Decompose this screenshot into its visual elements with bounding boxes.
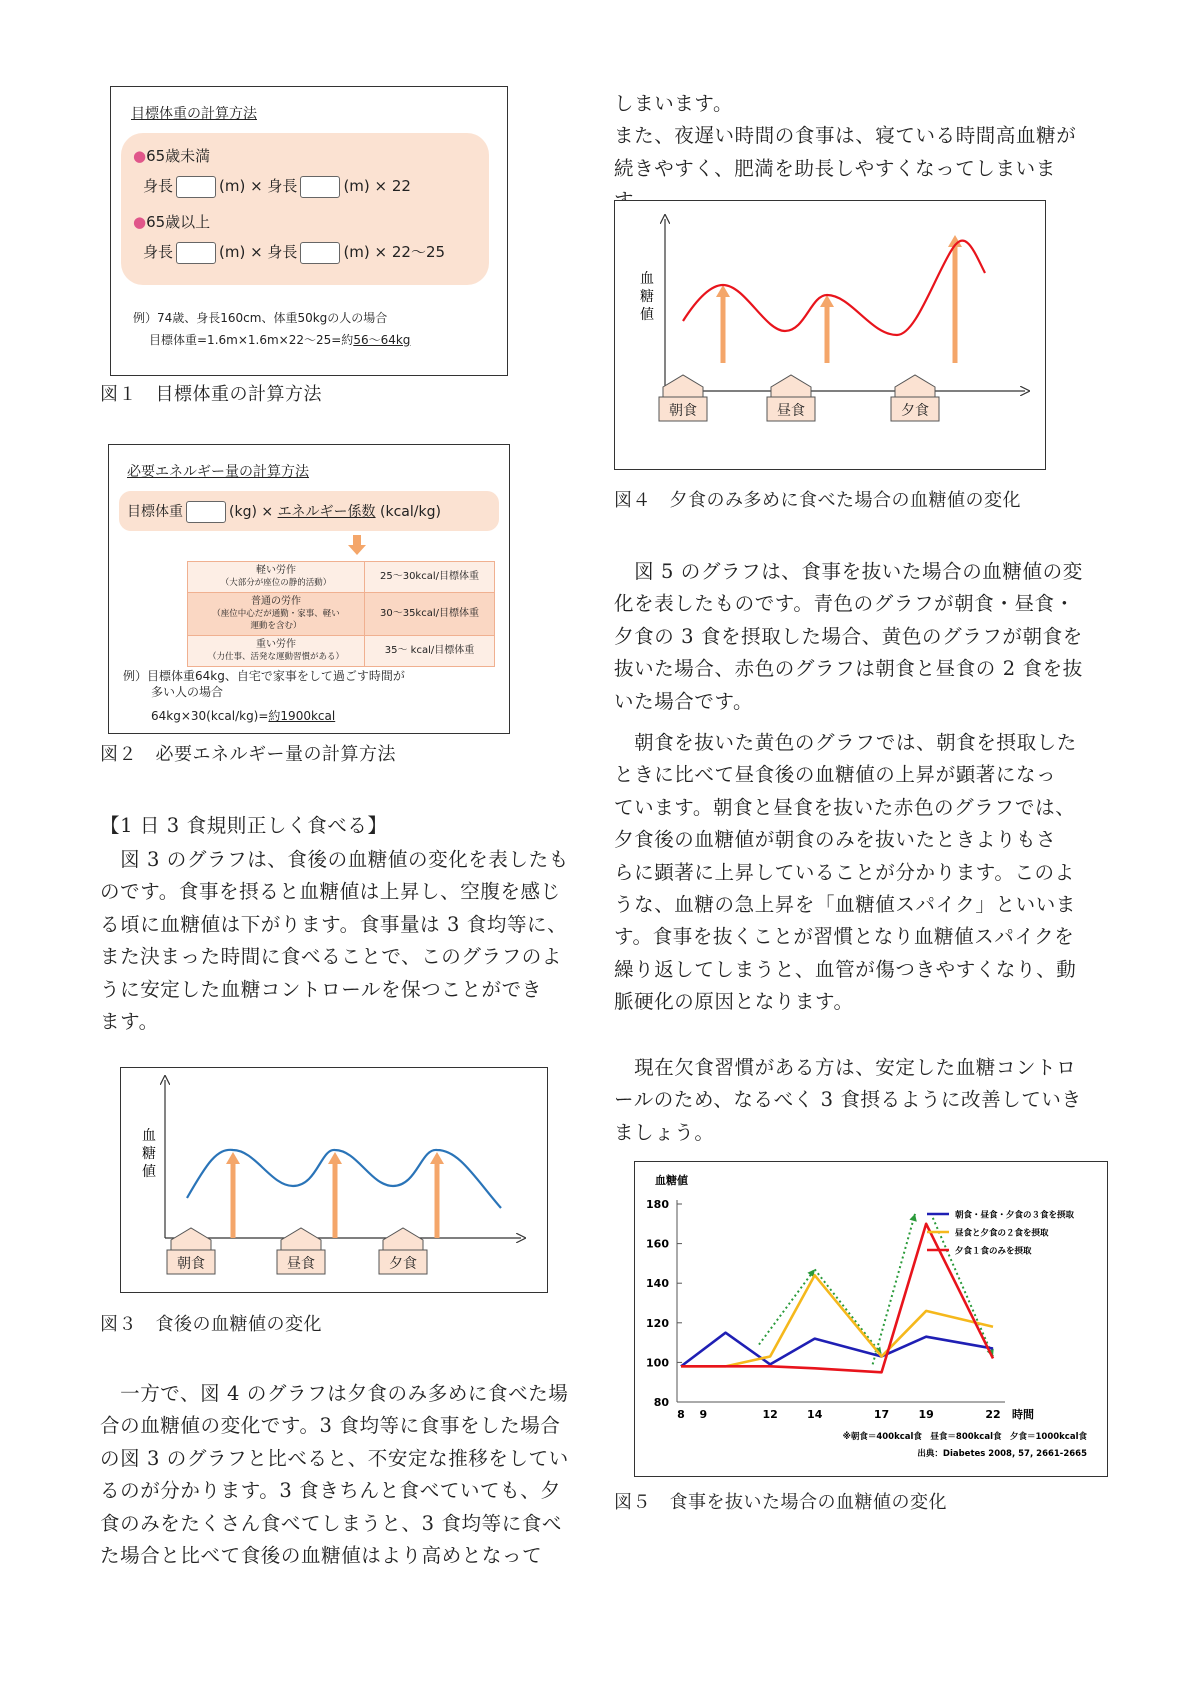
table-row: 普通の労作 （座位中心だが通勤・家事、軽い運動を含む） 30〜35kcal/目標体重 <box>188 593 494 636</box>
fig4-caption: 図４ 夕食のみ多めに食べた場合の血糖値の変化 <box>614 490 1021 511</box>
fig3-y-label: 血糖値 <box>142 1128 156 1180</box>
y-tick-label: 180 <box>646 1198 669 1211</box>
fig5-chart <box>635 1162 1107 1476</box>
height-input-box <box>300 176 340 198</box>
legend-label-2: 昼食と夕食の２食を摂取 <box>955 1228 1049 1239</box>
x-tick-label: 22 <box>985 1408 1001 1421</box>
series-line-1 <box>681 1333 993 1367</box>
meal-label-1 <box>167 1228 215 1274</box>
fig2-example-line3: 64kg×30(kcal/kg)=約1900kcal <box>151 709 336 723</box>
left-paragraph-1: 図 3 のグラフは、食後の血糖値の変化を表したも のです。食事を摂ると血糖値は上昇し、空腹を感じ る頃に血糖値は下がります。食事量は 3 食均等に、 また決まった時間に食べることで、このグラフのよ うに安定した血糖コントロールを保つことができ ます。 <box>100 848 569 1034</box>
fig1-example-result: 目標体重=1.6m×1.6m×22〜25=約56〜64kg <box>149 333 411 347</box>
fig5-source: 出典：Diabetes 2008, 57, 2661-2665 <box>917 1449 1087 1459</box>
trend-arrow-3 <box>873 1214 915 1364</box>
height-input-box <box>176 242 216 264</box>
x-tick-label: 9 <box>699 1408 708 1421</box>
fig1-example: 例）74歳、身長160cm、体重50kgの人の場合 <box>133 311 388 325</box>
section-heading: 【1 日 3 食規則正しく食べる】 <box>100 814 388 837</box>
fig5-y-label: 血糖値 <box>655 1174 688 1187</box>
x-tick-label: 17 <box>873 1408 890 1421</box>
fig5-caption: 図５ 食事を抜いた場合の血糖値の変化 <box>614 1492 947 1513</box>
y-tick-label: 80 <box>653 1396 669 1409</box>
svg-text:朝食: 朝食 <box>177 1256 205 1272</box>
fig2-caption: 図２ 必要エネルギー量の計算方法 <box>100 744 396 765</box>
bullet-icon: ● <box>133 147 147 165</box>
right-paragraph-last: 現在欠食習慣がある方は、安定した血糖コントロ ールのため、なるべく 3 食摂るように改善していき ましょう。 <box>614 1056 1082 1144</box>
fig1-over65-label: ●65歳以上 <box>133 213 211 231</box>
svg-text:昼食: 昼食 <box>777 403 805 419</box>
x-tick-label: 8 <box>677 1408 685 1421</box>
left-paragraph-2: 一方で、図 4 のグラフは夕食のみ多めに食べた場 合の血糖値の変化です。3 食均等に食事をした場合 の図 3 のグラフと比べると、不安定な推移をしてい るのが分かります。3 食きちんと食べていても、夕 食のみをたくさん食べてしまうと、3 食均等に食べ た場合と比べて食後の血糖値はより高めとなって <box>100 1382 569 1568</box>
bullet-icon: ● <box>133 213 147 231</box>
right-paragraph-fig5: 図 5 のグラフは、食事を抜いた場合の血糖値の変 化を表したものです。青色のグラフが朝食・昼食・ 夕食の 3 食を摂取した場合、黄色のグラフが朝食を 抜いた場合、赤色のグラフは朝食と昼食の 2 食を抜 いた場合です。 <box>614 560 1083 713</box>
right-paragraph-continued: しまいます。 また、夜遅い時間の食事は、寝ている時間高血糖が 続きやすく、肥満を助長しやすくなってしまいま <box>614 92 1077 180</box>
meal-label-3 <box>891 375 939 421</box>
x-tick-label: 12 <box>762 1408 778 1421</box>
fig2-title: 必要エネルギー量の計算方法 <box>127 464 309 480</box>
height-input-box <box>300 242 340 264</box>
figure-3-blood-sugar <box>120 1067 548 1293</box>
fig2-example-line2: 多い人の場合 <box>151 685 224 699</box>
fig1-caption: 図１ 目標体重の計算方法 <box>100 384 322 405</box>
fig1-under65-label: ●65歳未満 <box>133 147 211 165</box>
meal-label-2 <box>767 375 815 421</box>
fig4-chart <box>615 201 1045 469</box>
meal-label-1 <box>659 375 707 421</box>
svg-text:昼食: 昼食 <box>287 1256 315 1272</box>
table-row: 重い労作 （力仕事、活発な運動習慣がある） 35〜 kcal/目標体重 <box>188 636 494 666</box>
height-input-box <box>176 176 216 198</box>
fig3-chart <box>121 1068 547 1292</box>
fig4-y-label: 血糖値 <box>640 271 654 323</box>
svg-text:夕食: 夕食 <box>389 1256 417 1272</box>
meal-label-2 <box>277 1228 325 1274</box>
fig2-example-line1: 例）目標体重64kg、自宅で家事をして過ごす時間が <box>123 669 405 683</box>
x-tick-label: 19 <box>918 1408 934 1421</box>
fig1-under65-formula: 身長 (m) × 身長 (m) × 22 <box>143 175 411 198</box>
svg-text:朝食: 朝食 <box>669 403 697 419</box>
weight-input-box <box>186 501 226 523</box>
fig2-coefficient-table <box>187 561 495 667</box>
figure-4-dinner-heavy <box>614 200 1046 470</box>
legend-label-3: 夕食１食のみを摂取 <box>955 1246 1032 1257</box>
y-tick-label: 100 <box>646 1356 669 1370</box>
meal-arrow-3 <box>430 1152 444 1238</box>
right-paragraph-spike: 朝食を抜いた黄色のグラフでは、朝食を摂取した ときに比べて昼食後の血糖値の上昇が顕著になっ ています。朝食と昼食を抜いた赤色のグラフでは、 夕食後の血糖値が朝食のみを抜いたときよりもさ らに顕著に上昇していることが分かります。このよ うな、血糖の急上昇を「血糖値スパイク」といいま す。食事を抜くことが習慣となり血糖値スパイクを 繰り返してしまうと、血管が傷つきやすくなり、動 脈硬化の原因となります。 <box>614 731 1077 1014</box>
fig3-caption: 図３ 食後の血糖値の変化 <box>100 1314 322 1335</box>
y-tick-label: 120 <box>646 1316 669 1330</box>
meal-arrow-2 <box>328 1152 342 1238</box>
meal-arrow-1 <box>226 1152 240 1238</box>
trend-arrow-1 <box>759 1269 815 1344</box>
table-row: 軽い労作 （大部分が座位の静的活動） 25〜30kcal/目標体重 <box>188 562 494 593</box>
fig1-title: 目標体重の計算方法 <box>131 106 257 122</box>
trend-arrow-4 <box>933 1218 993 1357</box>
x-tick-label: 14 <box>807 1408 823 1421</box>
fig4-curve <box>683 241 985 335</box>
figure-2-energy <box>108 444 510 734</box>
legend-label-1: 朝食・昼食・夕食の３食を摂取 <box>955 1210 1075 1221</box>
fig2-formula: 目標体重 (kg) × エネルギー係数 (kcal/kg) <box>127 501 441 523</box>
meal-arrow-1 <box>716 285 730 363</box>
figure-1-target-weight <box>110 86 508 376</box>
fig5-x-label: 時間 <box>1012 1408 1034 1421</box>
meal-label-3 <box>379 1228 427 1274</box>
series-line-2 <box>681 1275 993 1366</box>
y-tick-label: 160 <box>646 1237 669 1251</box>
meal-arrow-2 <box>820 295 834 363</box>
fig5-note: ※朝食＝400kcal食 昼食＝800kcal食 夕食＝1000kcal食 <box>842 1432 1087 1442</box>
fig1-over65-formula: 身長 (m) × 身長 (m) × 22〜25 <box>143 241 445 264</box>
figure-5-skipped-meals <box>634 1161 1108 1477</box>
svg-text:夕食: 夕食 <box>901 403 929 419</box>
y-tick-label: 140 <box>646 1277 669 1291</box>
